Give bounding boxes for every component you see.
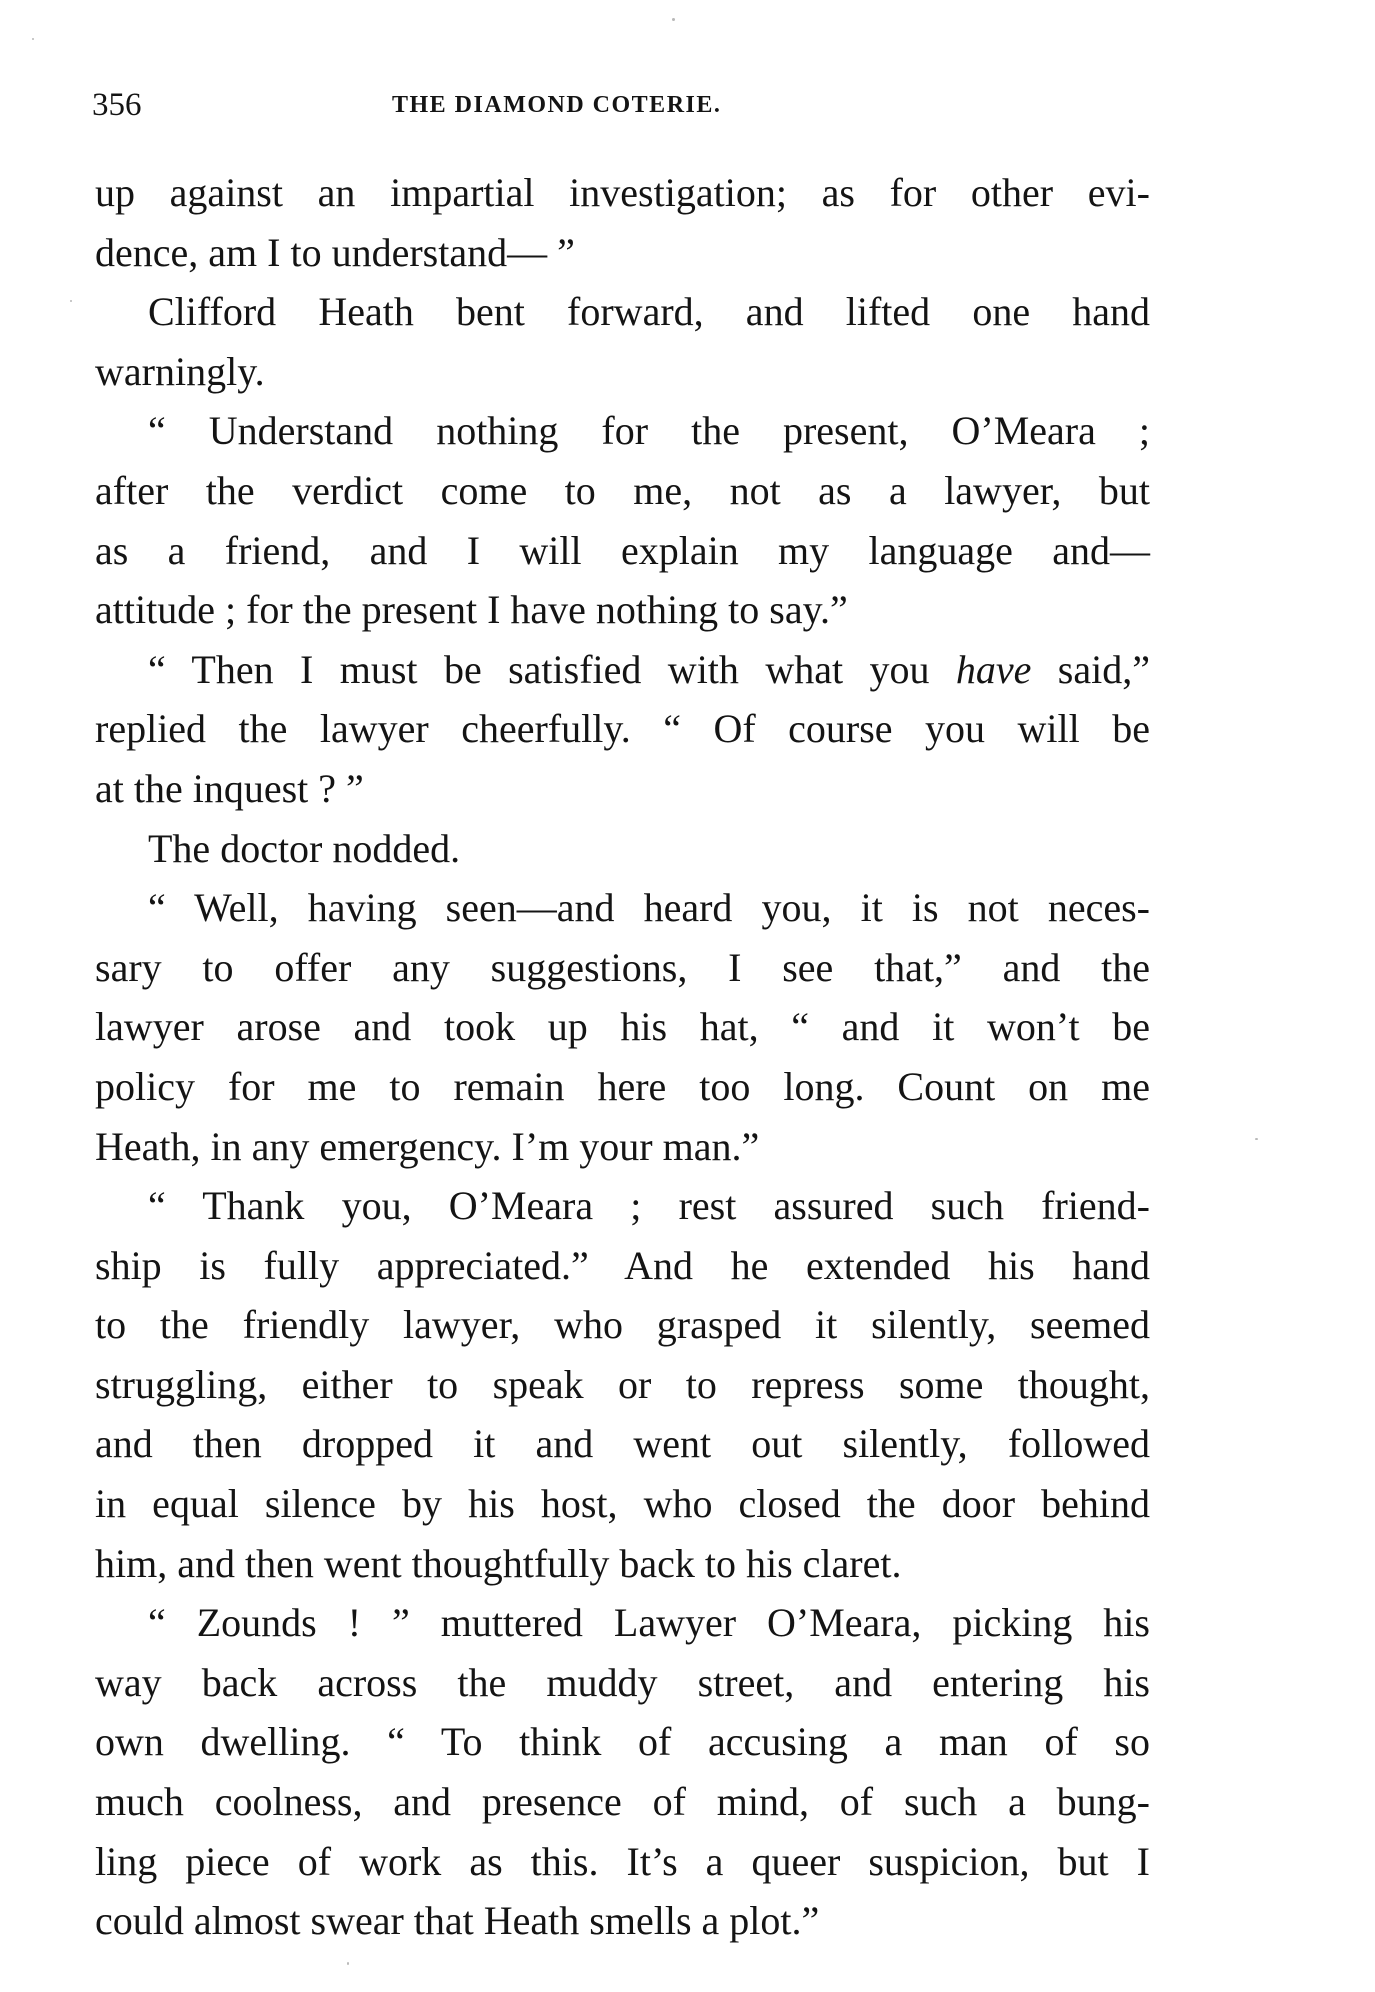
page-header (92, 80, 1152, 130)
text-line: and then dropped it and went out silently, followed (95, 1421, 1150, 1467)
page-number: 356 (92, 87, 142, 123)
text-line: struggling, either to speak or to repress some thought, (95, 1361, 1150, 1407)
text-line: attitude ; for the present I have nothing to say.” (95, 587, 848, 633)
text-line: ling piece of work as this. It’s a queer suspicion, but I (95, 1838, 1150, 1884)
text-line: Heath, in any emergency. I’m your man.” (95, 1123, 760, 1169)
text-line: “ Well, having seen—and heard you, it is not neces- (148, 885, 1150, 931)
text-line: warningly. (95, 348, 265, 394)
text-line: much coolness, and presence of mind, of such a bung- (95, 1779, 1150, 1825)
text-line: up against an impartial investigation; as for other evi- (95, 170, 1150, 215)
text-line: sary to offer any suggestions, I see that,” and the (95, 944, 1150, 990)
text-line: policy for me to remain here too long. Count on me (95, 1063, 1150, 1109)
text-line: dence, am I to understand— ” (95, 229, 575, 275)
text-line: replied the lawyer cheerfully. “ Of course you will be (95, 706, 1150, 752)
text-line: “ Thank you, O’Meara ; rest assured such friend- (148, 1183, 1150, 1229)
text-line: at the inquest ? ” (95, 765, 364, 811)
text-line: as a friend, and I will explain my language and— (95, 527, 1150, 573)
text-line: way back across the muddy street, and entering his (95, 1659, 1150, 1705)
running-title: THE DIAMOND COTERIE. (392, 92, 722, 118)
text-line: could almost swear that Heath smells a plot.” (95, 1898, 820, 1944)
text-line: lawyer arose and took up his hat, “ and it won’t be (95, 1004, 1150, 1050)
text-line: Clifford Heath bent forward, and lifted one hand (148, 289, 1150, 335)
text-line: after the verdict come to me, not as a lawyer, but (95, 467, 1150, 513)
text-line: ship is fully appreciated.” And he extended his hand (95, 1242, 1150, 1288)
text-line: “ Then I must be satisfied with what you have said,” (148, 646, 1150, 692)
text-line: him, and then went thoughtfully back to his claret. (95, 1540, 902, 1586)
text-line: to the friendly lawyer, who grasped it silently, seemed (95, 1302, 1150, 1348)
text-line: “ Understand nothing for the present, O’Meara ; (148, 408, 1150, 454)
body-text (95, 163, 1150, 1951)
text-line: own dwelling. “ To think of accusing a man of so (95, 1719, 1150, 1765)
text-line: “ Zounds ! ” muttered Lawyer O’Meara, picking his (148, 1600, 1150, 1646)
text-line: The doctor nodded. (148, 825, 461, 871)
text-line: in equal silence by his host, who closed the door behind (95, 1481, 1150, 1527)
emphasized-word: have (955, 646, 1032, 692)
